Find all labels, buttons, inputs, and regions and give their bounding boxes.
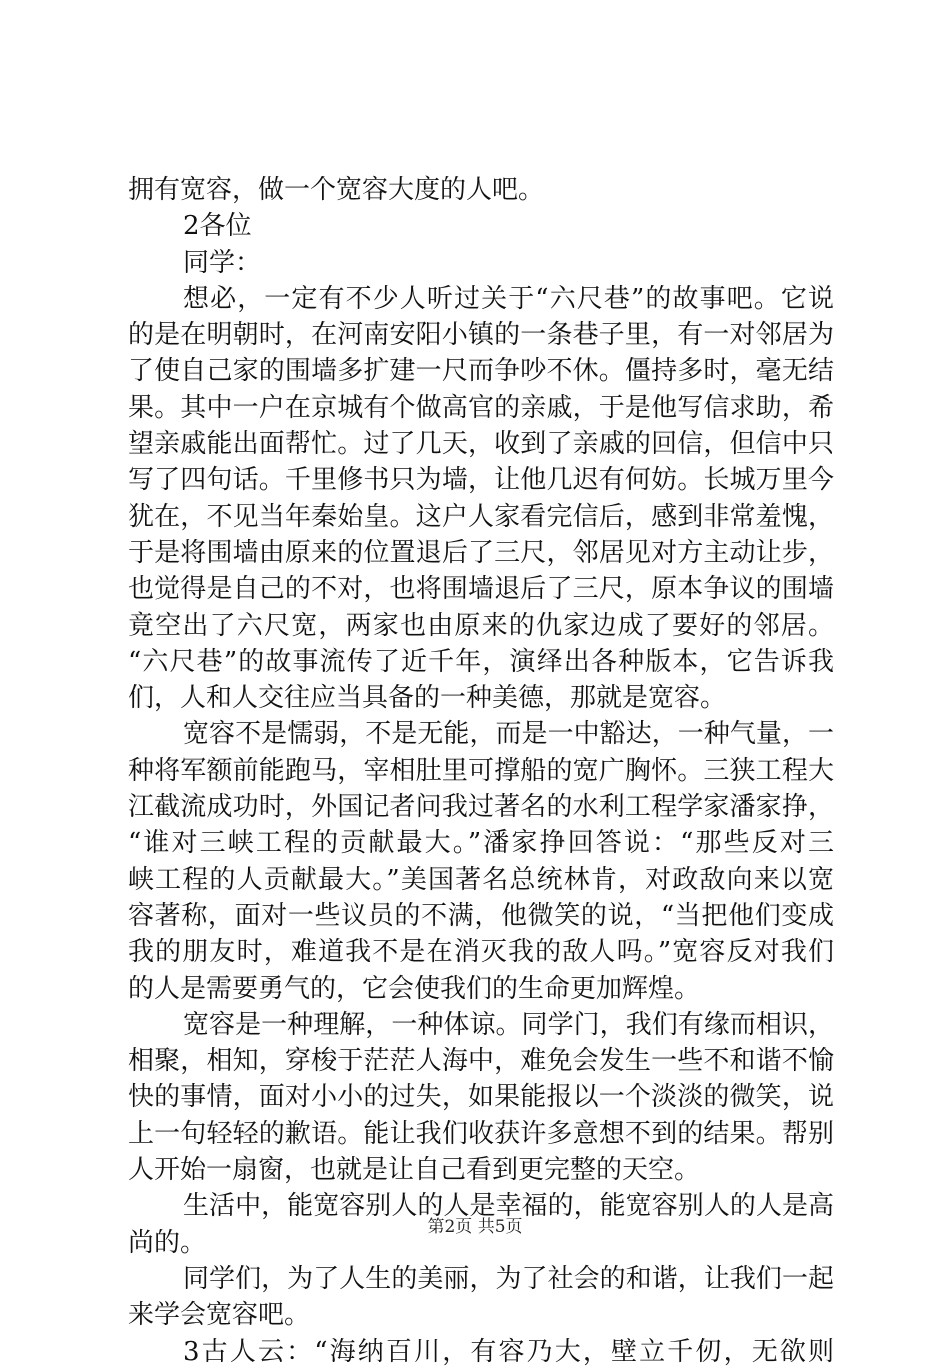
text-line: “六尺巷”的故事流传了近千年，演绎出各种版本，它告诉我: [128, 646, 834, 677]
text-line: “谁对三峡工程的贡献最大。”潘家挣回答说：“那些反对三: [128, 828, 834, 859]
text-line: 我的朋友时，难道我不是在消灭我的敌人吗。”宽容反对我们: [128, 937, 834, 968]
text-line: 竟空出了六尺宽，两家也由原来的仇家边成了要好的邻居。: [128, 610, 834, 641]
text-line: 相聚，相知，穿梭于茫茫人海中，难免会发生一些不和谐不愉: [128, 1046, 834, 1077]
text-line: 同学们，为了人生的美丽，为了社会的和谐，让我们一起: [183, 1263, 834, 1294]
text-line: 尚的。: [128, 1227, 207, 1258]
text-line: 想必，一定有不少人听过关于“六尺巷”的故事吧。它说: [183, 283, 834, 314]
text-line: 犹在，不见当年秦始皇。这户人家看完信后，感到非常羞愧，: [128, 501, 834, 532]
text-line: 容著称，面对一些议员的不满，他微笑的说，“当把他们变成: [128, 900, 834, 931]
text-line: 同学：: [183, 247, 262, 278]
text-line: 了使自己家的围墙多扩建一尺而争吵不休。僵持多时，毫无结: [128, 356, 834, 387]
text-line: 写了四句话。千里修书只为墙，让他几迟有何妨。长城万里今: [128, 465, 834, 496]
text-line: 望亲戚能出面帮忙。过了几天，收到了亲戚的回信，但信中只: [128, 429, 834, 460]
text-line: 宽容不是懦弱，不是无能，而是一中豁达，一种气量，一: [183, 719, 834, 750]
text-line: 3古人云：“海纳百川，有容乃大，壁立千仞，无欲则: [183, 1336, 834, 1367]
text-line: 于是将围墙由原来的位置退后了三尺，邻居见对方主动让步，: [128, 537, 834, 568]
text-line: 上一句轻轻的歉语。能让我们收获许多意想不到的结果。帮别: [128, 1118, 834, 1149]
text-line: 的人是需要勇气的，它会使我们的生命更加辉煌。: [128, 973, 701, 1004]
text-line: 峡工程的人贡献最大。”美国著名总统林肯，对政敌向来以宽: [128, 864, 834, 895]
page-number-footer: 第2页 共5页: [427, 1217, 523, 1237]
text-line: 生活中，能宽容别人的人是幸福的，能宽容别人的人是高: [183, 1191, 834, 1222]
text-line: 也觉得是自己的不对，也将围墙退后了三尺，原本争议的围墙: [128, 574, 834, 605]
text-line: 宽容是一种理解，一种体谅。同学门，我们有缘而相识，: [183, 1009, 834, 1040]
text-line: 人开始一扇窗，也就是让自己看到更完整的天空。: [128, 1155, 701, 1186]
text-line: 们，人和人交往应当具备的一种美德，那就是宽容。: [128, 683, 727, 714]
text-line: 2各位: [183, 211, 252, 242]
text-line: 果。其中一户在京城有个做高官的亲戚，于是他写信求助，希: [128, 392, 834, 423]
text-line: 快的事情，面对小小的过失，如果能报以一个淡淡的微笑，说: [128, 1082, 834, 1113]
text-line: 的是在明朝时，在河南安阳小镇的一条巷子里，有一对邻居为: [128, 320, 834, 351]
text-line: 种将军额前能跑马，宰相肚里可撑船的宽广胸怀。三狭工程大: [128, 755, 834, 786]
text-line: 江截流成功时，外国记者问我过著名的水利工程学家潘家挣，: [128, 792, 834, 823]
text-line: 来学会宽容吧。: [128, 1300, 311, 1331]
text-line: 拥有宽容，做一个宽容大度的人吧。: [128, 175, 545, 205]
document-body: [128, 172, 834, 1370]
